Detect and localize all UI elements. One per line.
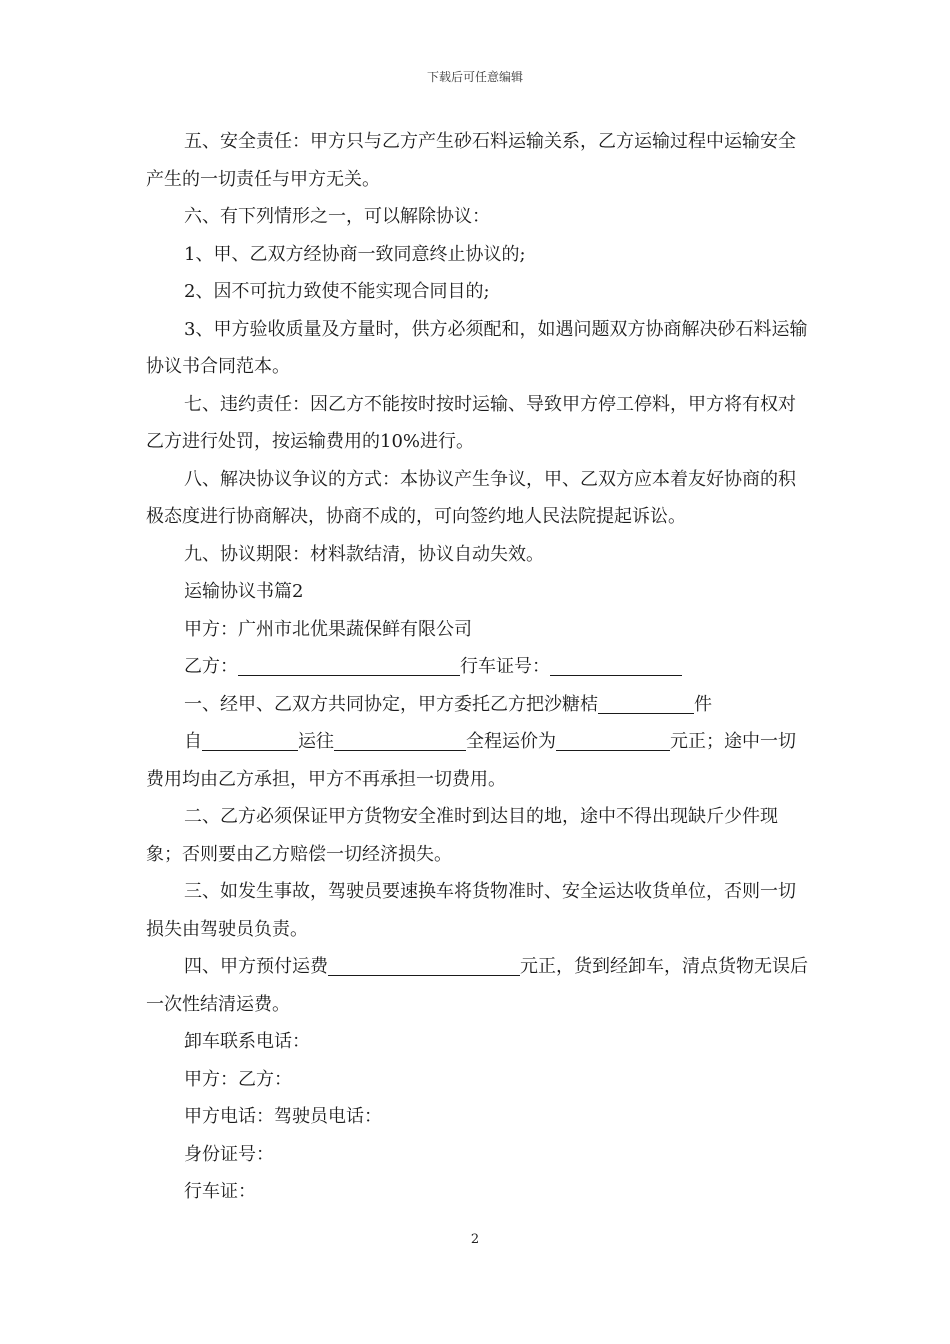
- party-b-line: [146, 648, 808, 686]
- party-b-blank: [238, 653, 460, 676]
- section-title: 运输协议书篇2: [184, 581, 304, 602]
- destination-blank: [334, 728, 466, 751]
- clause-9: 九、协议期限：材料款结清，协议自动失效。: [184, 543, 544, 565]
- prepaid-fee-blank: [328, 953, 520, 976]
- quantity-blank: [598, 691, 694, 714]
- driving-license-line: 行车证：: [184, 1181, 256, 1202]
- origin-blank: [202, 728, 298, 751]
- clause-4-text-a: 四、甲方预付运费: [184, 956, 328, 977]
- clause-1-text-a: 一、经甲、乙双方共同协定，甲方委托乙方把沙糖桔: [184, 693, 598, 715]
- clause-6-item-2: 2、因不可抗力致使不能实现合同目的;: [184, 281, 490, 302]
- page-header: 下载后可任意编辑: [426, 70, 523, 84]
- license-number-label: 行车证号：: [460, 656, 550, 677]
- contract-clause-1-line-2: [146, 723, 808, 798]
- contract-clause-2: 二、乙方必须保证甲方货物安全准时到达目的地，途中不得出现缺斤少件现象；否则要由乙方赔偿一切经济损失。: [146, 806, 778, 865]
- clause-1-to: 运往: [298, 731, 334, 752]
- contract-clause-4: [146, 948, 808, 1023]
- signature-parties-line: 甲方：乙方：: [184, 1068, 292, 1090]
- clause-7: 七、违约责任：因乙方不能按时按时运输、导致甲方停工停料，甲方将有权对乙方进行处罚，按运输费用的10%进行。: [146, 393, 796, 452]
- party-b-label: 乙方：: [184, 656, 238, 677]
- party-a-line: 甲方：广州市北优果蔬保鲜有限公司: [184, 618, 472, 640]
- phones-line: 甲方电话：驾驶员电话：: [184, 1106, 382, 1127]
- clause-1-rest: 元正；途中一切费用均由乙方承担，甲方不再承担一切费用。: [146, 731, 796, 790]
- id-number-line: 身份证号：: [184, 1143, 274, 1165]
- clause-6: 六、有下列情形之一，可以解除协议：: [184, 206, 490, 227]
- clause-1-price: 全程运价为: [466, 731, 556, 752]
- contract-clause-3: 三、如发生事故，驾驶员要速换车将货物准时、安全运达收货单位，否则一切损失由驾驶员负责。: [146, 881, 796, 940]
- page-number: 2: [470, 1232, 480, 1247]
- clause-1-from: 自: [184, 731, 202, 752]
- contract-clause-1-line-1: [146, 686, 808, 724]
- document-body: [146, 123, 808, 1211]
- clause-1-unit: 件: [694, 693, 712, 715]
- clause-5: 五、安全责任：甲方只与乙方产生砂石料运输关系，乙方运输过程中运输安全产生的一切责任与甲方无关。: [146, 131, 796, 190]
- license-number-blank: [550, 653, 682, 676]
- clause-6-item-1: 1、甲、乙双方经协商一致同意终止协议的;: [184, 243, 526, 265]
- clause-6-item-3: 3、甲方验收质量及方量时，供方必须配和，如遇问题双方协商解决砂石料运输协议书合同范本。: [146, 318, 808, 377]
- clause-4-text-b: 元正，货到经卸车，清点货物无误后一次性结清运费。: [146, 956, 808, 1015]
- clause-8: 八、解决协议争议的方式：本协议产生争议，甲、乙双方应本着友好协商的积极态度进行协商解决，协商不成的，可向签约地人民法院提起诉讼。: [146, 468, 796, 527]
- unload-phone-line: 卸车联系电话：: [184, 1031, 310, 1052]
- price-blank: [556, 728, 670, 751]
